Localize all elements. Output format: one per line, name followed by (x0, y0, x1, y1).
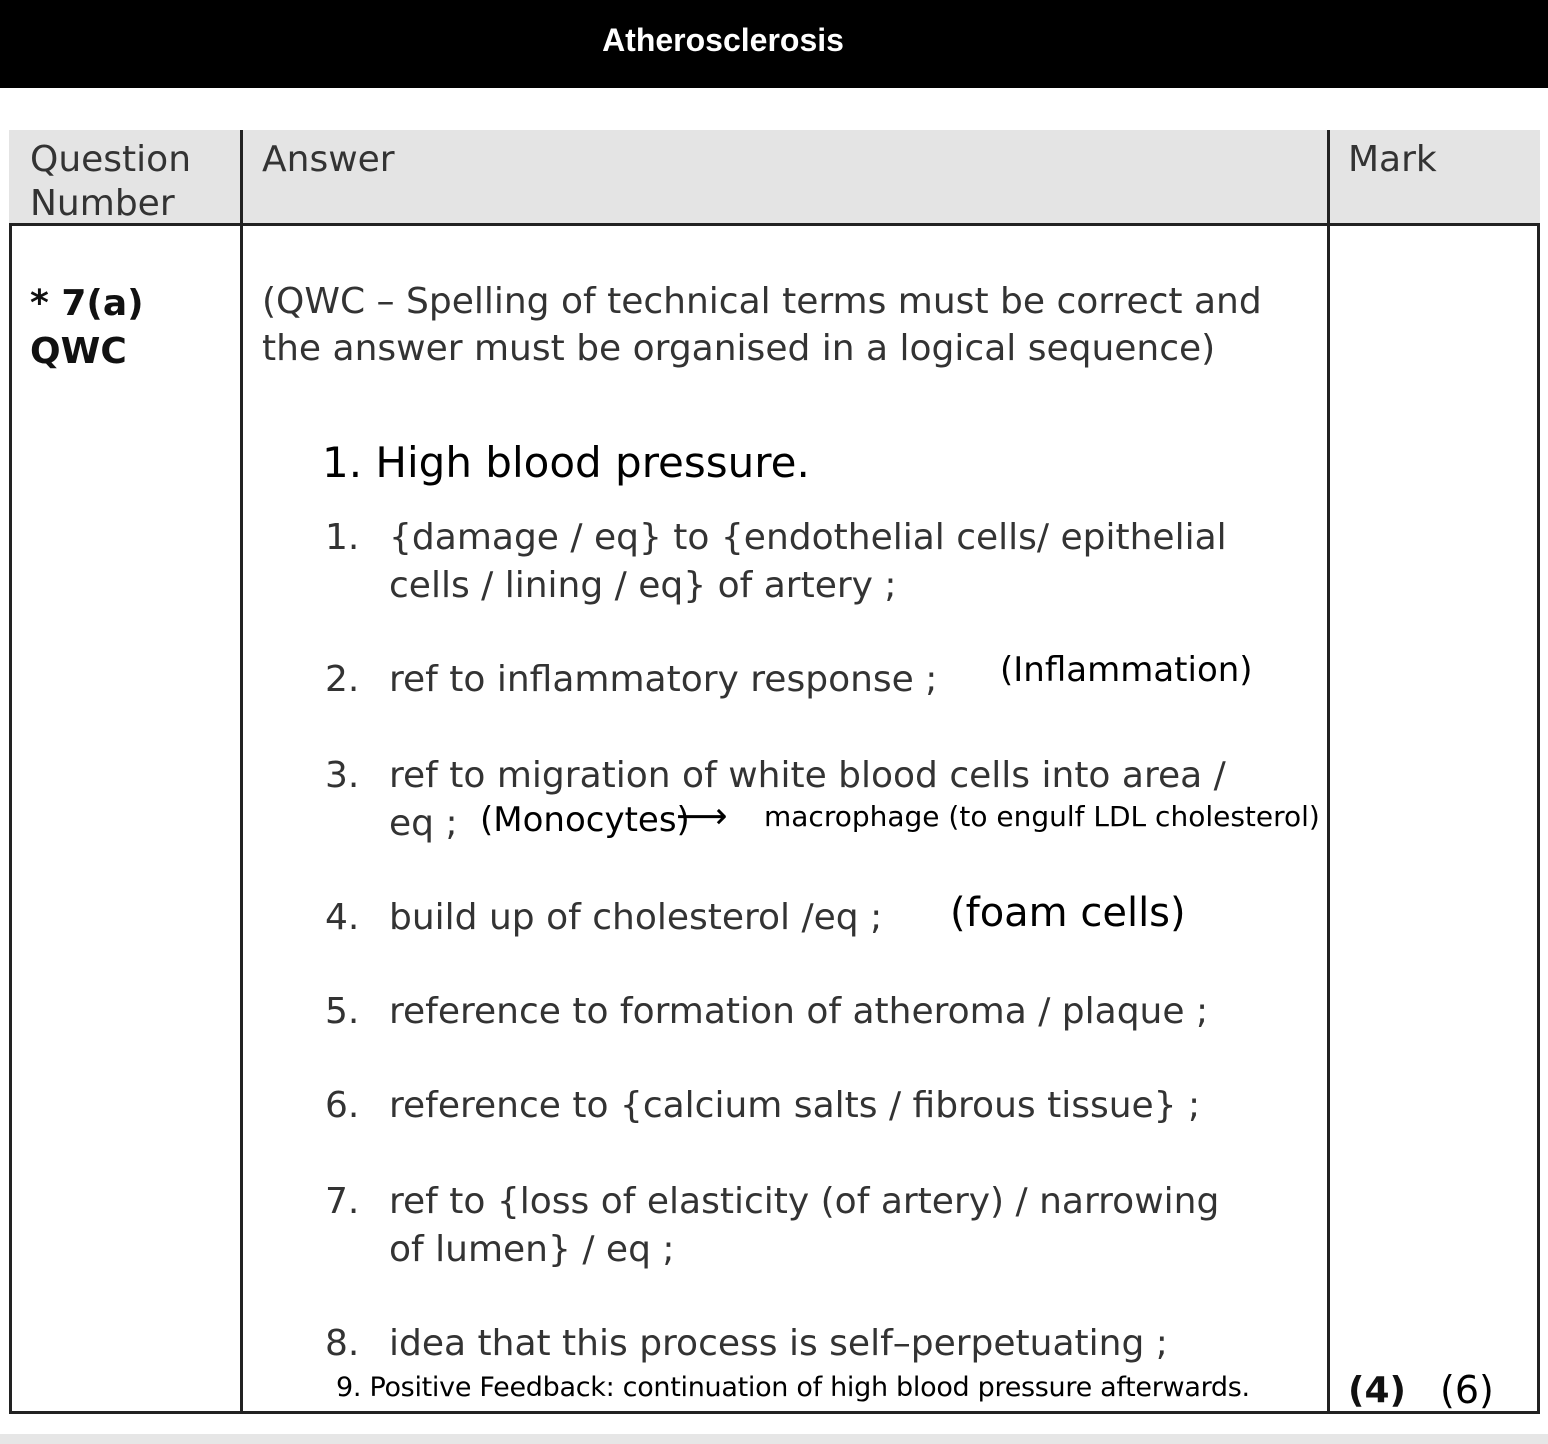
point-text: ref to {loss of elasticity (of artery) / narrowing (389, 1181, 1220, 1222)
point-number: 7. (325, 1181, 360, 1222)
point-text: idea that this process is self–perpetuating ; (389, 1323, 1168, 1364)
point-number: 2. (325, 659, 360, 700)
title-bar (0, 0, 1548, 88)
question-qwc-label: QWC (30, 331, 127, 372)
handwritten-heading: 1. High blood pressure. (322, 438, 810, 487)
column-header-answer: Answer (262, 139, 395, 180)
column-header-mark: Mark (1348, 139, 1437, 180)
handwritten-point-9: 9. Positive Feedback: continuation of high blood pressure afterwards. (336, 1372, 1250, 1403)
handwritten-annotation-foam-cells: (foam cells) (950, 890, 1186, 936)
arrow-right-icon: ⟶ (676, 796, 728, 837)
point-number: 8. (325, 1323, 360, 1364)
column-divider (240, 130, 243, 1414)
point-number: 4. (325, 897, 360, 938)
point-text: build up of cholesterol /eq ; (389, 897, 883, 938)
point-text: {damage / eq} to {endothelial cells/ epithelial (389, 517, 1227, 558)
point-number: 3. (325, 755, 360, 796)
point-text: ref to inflammatory response ; (389, 659, 938, 700)
question-number-line: * 7(a) (30, 283, 144, 324)
bottom-edge (0, 1434, 1548, 1444)
handwritten-annotation-monocytes: (Monocytes) (480, 800, 690, 840)
point-text: reference to formation of atheroma / plaque ; (389, 991, 1209, 1032)
handwritten-mark: (6) (1440, 1368, 1494, 1412)
point-text: reference to {calcium salts / fibrous tissue} ; (389, 1085, 1201, 1126)
point-text: eq ; (389, 803, 458, 844)
question-number (30, 280, 144, 376)
mark-value: (4) (1348, 1370, 1406, 1411)
point-number: 6. (325, 1085, 360, 1126)
point-number: 1. (325, 517, 360, 558)
column-header-question (30, 138, 191, 226)
table-header-row (9, 130, 1540, 226)
point-text: ref to migration of white blood cells into area / (389, 755, 1226, 796)
point-text: of lumen} / eq ; (389, 1229, 675, 1270)
point-number: 5. (325, 991, 360, 1032)
point-text: cells / lining / eq} of artery ; (389, 565, 897, 606)
column-header-question-line: Number (30, 183, 175, 224)
handwritten-annotation-macrophage: macrophage (to engulf LDL cholesterol) (764, 800, 1320, 833)
handwritten-annotation-inflammation: (Inflammation) (1000, 650, 1253, 690)
page-title: Atherosclerosis (602, 22, 844, 58)
column-header-question-line: Question (30, 139, 192, 180)
qwc-instruction: (QWC – Spelling of technical terms must be correct and the answer must be organised in a logical sequence) (262, 281, 1262, 369)
column-divider (1327, 130, 1330, 1414)
